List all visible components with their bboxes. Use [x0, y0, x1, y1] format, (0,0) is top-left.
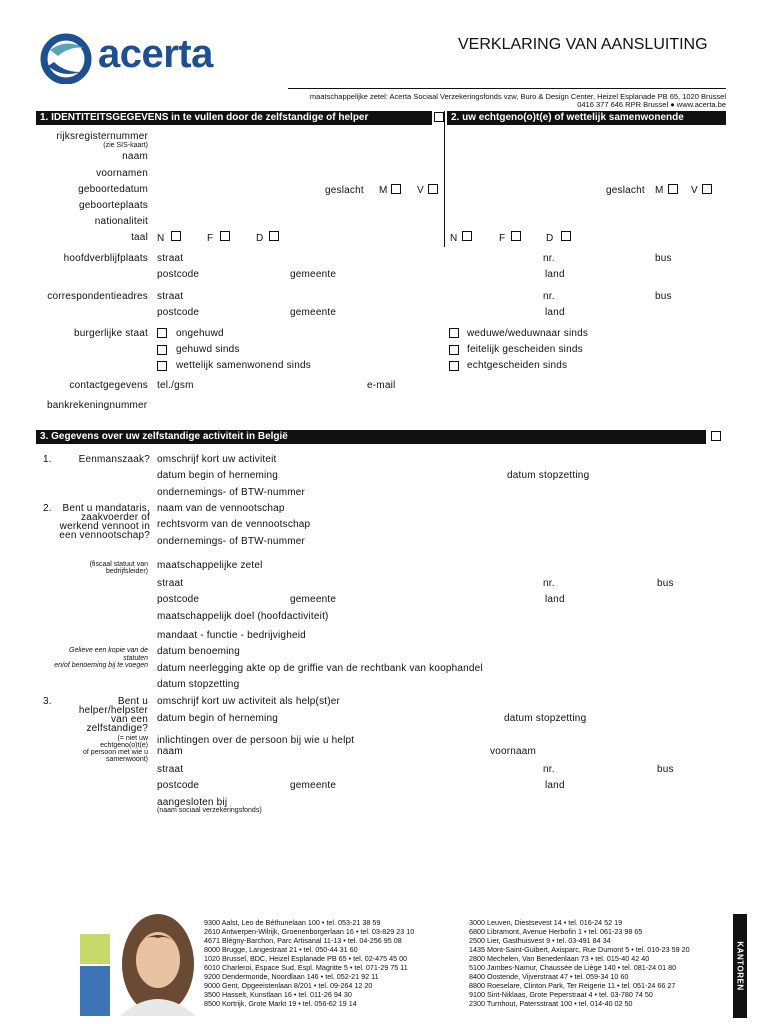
- spouse-taal-n-checkbox[interactable]: [462, 231, 472, 241]
- hv-postcode-label: postcode: [157, 269, 200, 280]
- taal-f-label: F: [207, 233, 214, 244]
- section-divider: [444, 111, 445, 247]
- hv-straat-label: straat: [157, 253, 184, 264]
- q2-mandaat-label: mandaat - functie - bedrijvigheid: [157, 630, 306, 641]
- office-entry: 9200 Dendermonde, Noordlaan 146 • tel. 052-21 92 11: [204, 972, 379, 981]
- office-entry: 2610 Antwerpen-Wilrijk, Groenenborgerlaan 16 • tel. 03-829 23 10: [204, 927, 415, 936]
- fiscaal-note-line2: bedrijfsleider): [105, 568, 148, 575]
- office-entry: 9100 Sint-Niklaas, Grote Peperstraat 4 • tel. 03-780 74 50: [469, 990, 653, 999]
- q1-number: 1.: [43, 454, 52, 465]
- gender-m-checkbox[interactable]: [391, 184, 401, 194]
- kantoren-label: KANTOREN: [735, 941, 745, 991]
- spouse-taal-n-label: N: [450, 233, 458, 244]
- feitelijk-label: feitelijk gescheiden sinds: [467, 344, 583, 355]
- hoofdverblijfplaats-label: hoofdverblijfplaats: [63, 253, 148, 264]
- office-entry: 6010 Charleroi, Espace Sud, Espl. Magritte 5 • tel. 071-29 75 11: [204, 963, 408, 972]
- office-entry: 9000 Gent, Opgeeistenlaan 8/201 • tel. 09-264 12 20: [204, 981, 373, 990]
- q2-label-line1: Bent u mandataris,: [62, 503, 150, 514]
- gehuwd-label: gehuwd sinds: [176, 344, 240, 355]
- ca-postcode-label: postcode: [157, 307, 200, 318]
- q3-omschrijf-label: omschrijf kort uw activiteit als help(st)er: [157, 696, 341, 707]
- q2-number: 2.: [43, 503, 52, 514]
- hv-gemeente-label: gemeente: [290, 269, 337, 280]
- spouse-taal-f-checkbox[interactable]: [511, 231, 521, 241]
- q3-datum-begin-label: datum begin of herneming: [157, 713, 278, 724]
- q3-voornaam-label: voornaam: [490, 746, 537, 757]
- gehuwd-checkbox[interactable]: [157, 345, 167, 355]
- q3-naam-label: naam: [157, 746, 183, 757]
- bankrekeningnummer-label: bankrekeningnummer: [47, 400, 148, 411]
- burgerlijke-staat-label: burgerlijke staat: [74, 328, 148, 339]
- offices-right: [469, 918, 690, 1008]
- q2-straat-label: straat: [157, 578, 184, 589]
- hv-bus-label: bus: [655, 253, 672, 264]
- taal-label: taal: [131, 232, 148, 243]
- email-label: e-mail: [367, 380, 396, 391]
- q1-datum-begin-label: datum begin of herneming: [157, 470, 278, 481]
- kantoren-tab: [733, 914, 747, 1018]
- footer-photo: [80, 912, 196, 1016]
- fiscaal-note-line1: (fiscaal statuut van: [89, 561, 148, 568]
- kopie-note-line3: en/of benoeming bij te voegen: [54, 662, 148, 669]
- q2-neerlegging-label: datum neerlegging akte op de griffie van de rechtbank van koophandel: [157, 663, 483, 674]
- q2-datum-stop-label: datum stopzetting: [157, 679, 240, 690]
- ongehuwd-label: ongehuwd: [176, 328, 224, 339]
- spouse-geslacht-label: geslacht: [606, 185, 645, 196]
- person-photo-icon: [80, 912, 196, 1016]
- ca-straat-label: straat: [157, 291, 184, 302]
- q2-label-line2: zaakvoerder of: [81, 512, 150, 523]
- gender-m-label: M: [379, 185, 388, 196]
- niet-note-line2: echtgeno(o)t(e): [100, 742, 148, 749]
- naam-label: naam: [122, 151, 148, 162]
- q2-rechtsvorm-label: rechtsvorm van de vennootschap: [157, 519, 311, 530]
- weduwe-checkbox[interactable]: [449, 328, 459, 338]
- q2-postcode-label: postcode: [157, 594, 200, 605]
- q3-bus-label: bus: [657, 764, 674, 775]
- q2-doel-label: maatschappelijk doel (hoofdactiviteit): [157, 611, 329, 622]
- q3-label-line1: Bent u: [117, 696, 148, 707]
- q2-benoeming-label: datum benoeming: [157, 646, 241, 657]
- kopie-note-line2: statuten: [123, 655, 148, 662]
- nationaliteit-label: nationaliteit: [94, 216, 148, 227]
- office-entry: 5100 Jambes-Namur, Chaussée de Liège 140 • tel. 081-24 01 80: [469, 963, 677, 972]
- ca-bus-label: bus: [655, 291, 672, 302]
- q2-naam-vennootschap-label: naam van de vennootschap: [157, 503, 285, 514]
- q2-bus-label: bus: [657, 578, 674, 589]
- voornamen-label: voornamen: [96, 168, 148, 179]
- section1-title: 1. IDENTITEITSGEGEVENS in te vullen door de zelfstandige of helper: [40, 112, 369, 123]
- spouse-taal-d-label: D: [546, 233, 554, 244]
- echtgescheiden-label: echtgescheiden sinds: [467, 360, 568, 371]
- spouse-gender-v-label: V: [691, 185, 698, 196]
- acerta-logo: [40, 30, 240, 86]
- section3-title: 3. Gegevens over uw zelfstandige activiteit in België: [40, 431, 288, 442]
- office-entry: 8500 Kortrijk, Grote Markt 19 • tel. 056-62 19 14: [204, 999, 357, 1008]
- hv-nr-label: nr.: [543, 253, 555, 264]
- brand-name: acerta: [98, 32, 213, 76]
- spouse-taal-f-label: F: [499, 233, 506, 244]
- section3-checkbox[interactable]: [711, 431, 721, 441]
- q3-postcode-label: postcode: [157, 780, 200, 791]
- rrn-label: rijksregisternummer: [56, 131, 148, 142]
- q2-zetel-label: maatschappelijke zetel: [157, 560, 263, 571]
- ca-nr-label: nr.: [543, 291, 555, 302]
- q3-aangesloten-note: (naam sociaal verzekeringsfonds): [157, 807, 262, 814]
- spouse-gender-m-label: M: [655, 185, 664, 196]
- contactgegevens-label: contactgegevens: [69, 380, 148, 391]
- registered-office-line: maatschappelijke zetel: Acerta Sociaal Verzekeringsfonds vzw, Buro & Design Center, Heizel Esplanade PB 65, 1020 Brussel: [309, 92, 726, 101]
- q3-aangesloten-label: aangesloten bij: [157, 797, 228, 808]
- wettelijk-label: wettelijk samenwonend sinds: [176, 360, 311, 371]
- q2-ondernemingsnummer-label: ondernemings- of BTW-nummer: [157, 536, 306, 547]
- section3-header: [36, 430, 706, 444]
- document-title: VERKLARING VAN AANSLUITING: [458, 36, 708, 53]
- taal-n-label: N: [157, 233, 165, 244]
- office-entry: 9300 Aalst, Leo de Béthunelaan 100 • tel. 053-21 38 59: [204, 918, 381, 927]
- taal-d-label: D: [256, 233, 264, 244]
- q3-straat-label: straat: [157, 764, 184, 775]
- section1-checkbox[interactable]: [434, 112, 444, 122]
- q2-gemeente-label: gemeente: [290, 594, 337, 605]
- offices-left: [204, 918, 414, 1008]
- office-entry: 2300 Turnhout, Patersstraat 100 • tel. 014-40 02 50: [469, 999, 633, 1008]
- section1-header: [36, 111, 432, 125]
- gender-v-label: V: [417, 185, 424, 196]
- office-entry: 8000 Brugge, Langestraat 21 • tel. 050-44 31 60: [204, 945, 358, 954]
- rrn-note: (zie SIS-kaart): [103, 142, 148, 149]
- office-entry: 4671 Blégny-Barchon, Parc Artisanal 11-13 • tel. 04-256 95 08: [204, 936, 402, 945]
- echtgescheiden-checkbox[interactable]: [449, 361, 459, 371]
- registered-office-line-2: 0416 377 646 RPR Brussel ● www.acerta.be: [577, 100, 726, 109]
- niet-note-line4: samenwoont): [105, 756, 148, 763]
- q3-gemeente-label: gemeente: [290, 780, 337, 791]
- correspondentieadres-label: correspondentieadres: [47, 291, 148, 302]
- q3-label-line2: helper/helpster: [78, 705, 148, 716]
- feitelijk-checkbox[interactable]: [449, 345, 459, 355]
- weduwe-label: weduwe/weduwnaar sinds: [467, 328, 589, 339]
- acerta-logo-mark: [40, 32, 92, 84]
- gender-v-checkbox[interactable]: [428, 184, 438, 194]
- q2-land-label: land: [545, 594, 565, 605]
- niet-note-line1: (= niet uw: [117, 735, 148, 742]
- q3-datum-stop-label: datum stopzetting: [504, 713, 587, 724]
- taal-d-checkbox[interactable]: [269, 231, 279, 241]
- q3-label-line3: van een: [111, 714, 148, 725]
- q3-nr-label: nr.: [543, 764, 555, 775]
- spouse-gender-v-checkbox[interactable]: [702, 184, 712, 194]
- q3-inlichtingen-label: inlichtingen over de persoon bij wie u helpt: [157, 735, 355, 746]
- telgsm-label: tel./gsm: [157, 380, 194, 391]
- ca-gemeente-label: gemeente: [290, 307, 337, 318]
- geboorteplaats-label: geboorteplaats: [79, 200, 148, 211]
- office-entry: 3000 Leuven, Diestsevest 14 • tel. 016-24 52 19: [469, 918, 623, 927]
- q2-label-line3: werkend vennoot in: [59, 521, 150, 532]
- office-entry: 8400 Oostende, Vijverstraat 47 • tel. 059-34 10 60: [469, 972, 629, 981]
- office-entry: 2500 Lier, Gasthuisvest 9 • tel. 03-491 84 34: [469, 936, 611, 945]
- spouse-taal-d-checkbox[interactable]: [561, 231, 571, 241]
- office-entry: 6800 Libramont, Avenue Herbofin 1 • tel. 061-23 98 65: [469, 927, 643, 936]
- q1-label: Eenmanszaak?: [78, 454, 150, 465]
- spouse-gender-m-checkbox[interactable]: [668, 184, 678, 194]
- wettelijk-checkbox[interactable]: [157, 361, 167, 371]
- kopie-note-line1: Gelieve een kopie van de: [69, 647, 148, 654]
- q2-nr-label: nr.: [543, 578, 555, 589]
- q3-label-line4: zelfstandige?: [86, 723, 148, 734]
- q1-ondernemingsnummer-label: ondernemings- of BTW-nummer: [157, 487, 306, 498]
- header-rule: [288, 88, 726, 89]
- geslacht-label: geslacht: [325, 185, 364, 196]
- office-entry: 3500 Hasselt, Kunstlaan 16 • tel. 011-26 94 30: [204, 990, 352, 999]
- section2-header: [447, 111, 726, 125]
- office-entry: 8800 Roeselare, Clinton Park, Ter Reigerie 11 • tel. 051-24 66 27: [469, 981, 676, 990]
- office-entry: 1435 Mont-Saint-Guibert, Axisparc, Rue Dumont 5 • tel. 010-23 59 20: [469, 945, 690, 954]
- q2-label-line4: een vennootschap?: [59, 530, 150, 541]
- office-entry: 1020 Brussel, BDC, Heizel Esplanade PB 65 • tel. 02-475 45 00: [204, 954, 408, 963]
- q3-land-label: land: [545, 780, 565, 791]
- q1-datum-stop-label: datum stopzetting: [507, 470, 590, 481]
- niet-note-line3: of persoon met wie u: [83, 749, 148, 756]
- ongehuwd-checkbox[interactable]: [157, 328, 167, 338]
- taal-f-checkbox[interactable]: [220, 231, 230, 241]
- q3-number: 3.: [43, 696, 52, 707]
- office-entry: 2800 Mechelen, Van Benedenlaan 73 • tel. 015-40 42 40: [469, 954, 650, 963]
- section2-title: 2. uw echtgeno(o)t(e) of wettelijk samenwonende: [451, 112, 684, 123]
- geboortedatum-label: geboortedatum: [78, 184, 148, 195]
- hv-land-label: land: [545, 269, 565, 280]
- q1-omschrijf-label: omschrijf kort uw activiteit: [157, 454, 277, 465]
- taal-n-checkbox[interactable]: [171, 231, 181, 241]
- ca-land-label: land: [545, 307, 565, 318]
